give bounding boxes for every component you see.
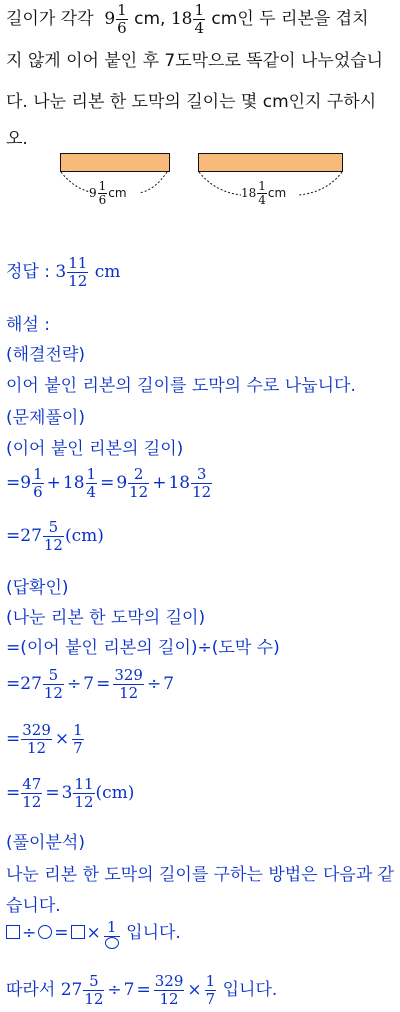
rule-line: ÷ = × 1 입니다. — [6, 918, 181, 949]
fraction: $\frac{1}{6}$ — [117, 1, 127, 37]
square-symbol-icon — [71, 925, 85, 939]
ribbon-figure — [55, 150, 355, 220]
problem-line-4: 오. — [6, 129, 28, 149]
problem-line-2: 지 않게 이어 붙인 후 7도막으로 똑같이 나누었습니 — [6, 51, 384, 71]
circle-symbol-icon — [38, 925, 52, 939]
analysis-line-1: 나눈 리본 한 도막의 길이를 구하는 방법은 다음과 같 — [6, 865, 395, 885]
equation-1: =9 $\frac{1}{6}$ + 18 $\frac{1}{4}$ = 9 $\frac{2}{12}$ + 18 $\frac{3}{12}$ — [6, 465, 212, 501]
solve-heading: (문제풀이) — [6, 408, 85, 428]
equation-2: =27 $\frac{5}{12}$ (cm) — [6, 518, 104, 554]
ribbon-1-label: 9 $\frac{1}{6}$ cm — [89, 179, 127, 207]
ribbon-2-label: 18 $\frac{1}{4}$ cm — [241, 179, 287, 207]
problem-line-1: 길이가 각각 9 $\frac{1}{6}$ cm, 18 $\frac{1}{4}$ cm인 두 리본을 겹치 — [6, 1, 369, 37]
equation-5: = $\frac{47}{12}$ = 3 $\frac{11}{12}$ (cm) — [6, 775, 135, 811]
analysis-heading: (풀이분석) — [6, 833, 85, 853]
strategy-text: 이어 붙인 리본의 길이를 도막의 수로 나눕니다. — [6, 376, 356, 396]
final-line: 따라서 27 $\frac{5}{12}$ ÷ 7 = $\frac{329}{12}$ × $\frac{1}{7}$ 입니다. — [6, 972, 278, 1008]
answer-line: 정답 : 3 $\frac{11}{12}$ cm — [6, 254, 121, 290]
equation-3: =27 $\frac{5}{12}$ ÷ 7 = $\frac{329}{12}$ ÷ 7 — [6, 666, 175, 702]
square-symbol-icon — [6, 925, 20, 939]
check-heading: (답확인) — [6, 578, 69, 598]
piece-length-heading: (나눈 리본 한 도막의 길이) — [6, 608, 206, 628]
equation-4: = $\frac{329}{12}$ × $\frac{1}{7}$ — [6, 721, 83, 757]
fraction: $\frac{1}{4}$ — [194, 1, 205, 37]
solution-title: 해설 : — [6, 315, 50, 335]
joined-length-heading: (이어 붙인 리본의 길이) — [6, 439, 184, 459]
problem-text — [6, 2, 396, 156]
problem-line-3: 다. 나눈 리본 한 도막의 길이는 몇 cm인지 구하시 — [6, 92, 377, 112]
analysis-line-2: 습니다. — [6, 896, 61, 916]
strategy-heading: (해결전략) — [6, 345, 85, 365]
formula-line: =(이어 붙인 리본의 길이)÷(도막 수) — [6, 638, 280, 658]
circle-symbol-icon — [105, 937, 119, 949]
